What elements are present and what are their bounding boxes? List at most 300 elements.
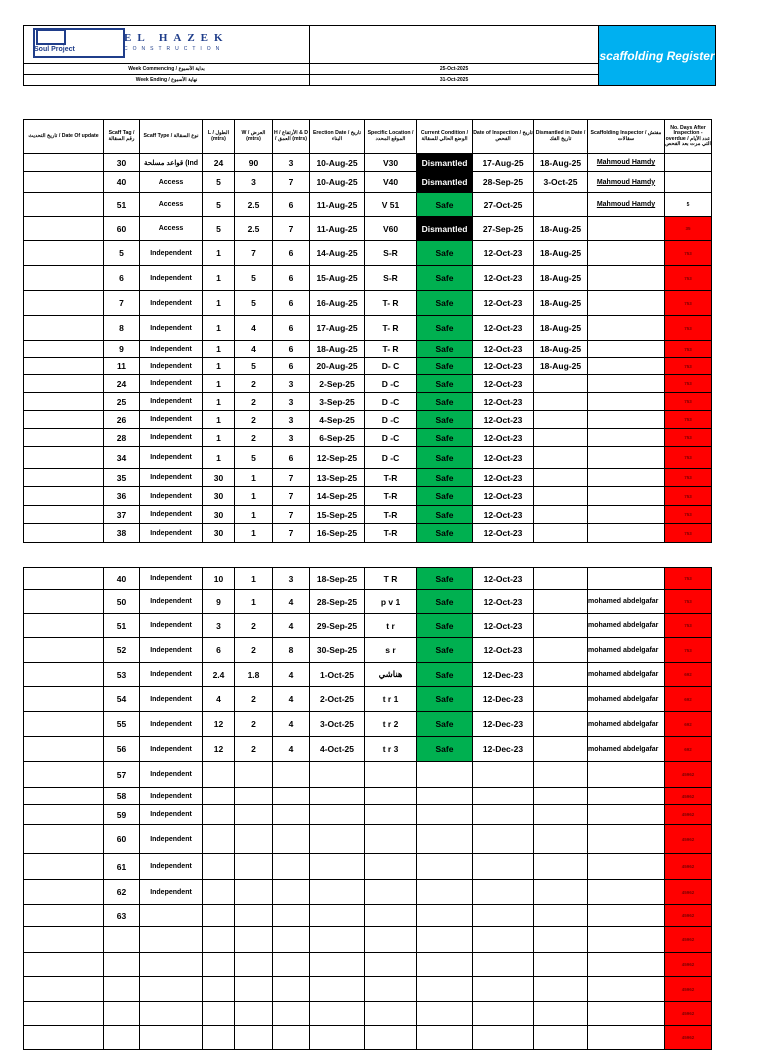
cell-w[interactable]: 2.5 [235,193,273,217]
cell-insp[interactable]: 12-Oct-23 [473,638,534,663]
cell-tag[interactable] [104,927,140,953]
cell-date[interactable] [24,266,104,291]
cell-cond[interactable] [417,880,473,905]
table-row[interactable] [24,358,712,375]
cell-type[interactable] [140,1026,203,1050]
cell-dism[interactable] [534,712,588,737]
cell-type[interactable]: Independent [140,663,203,687]
cell-l[interactable]: 1 [203,375,235,393]
cell-date[interactable] [24,614,104,638]
cell-loc[interactable] [365,927,417,953]
cell-h[interactable]: 3 [273,154,310,172]
cell-dism[interactable] [534,880,588,905]
table-row[interactable] [24,590,712,614]
cell-type[interactable]: Independent [140,241,203,266]
cell-type[interactable]: Independent [140,788,203,805]
cell-loc[interactable]: V30 [365,154,417,172]
cell-loc[interactable]: S-R [365,266,417,291]
cell-l[interactable]: 4 [203,687,235,712]
table-row[interactable] [24,429,712,447]
cell-w[interactable]: 2.5 [235,217,273,241]
cell-h[interactable] [273,977,310,1002]
cell-tag[interactable]: 54 [104,687,140,712]
cell-h[interactable]: 4 [273,737,310,762]
cell-w[interactable]: 1 [235,568,273,590]
cell-insp[interactable] [473,880,534,905]
cell-date[interactable] [24,524,104,543]
cell-h[interactable] [273,905,310,927]
cell-loc[interactable]: T-R [365,487,417,506]
cell-loc[interactable]: D -C [365,375,417,393]
cell-days[interactable]: 45962 [665,927,712,953]
cell-erect[interactable]: 14-Aug-25 [310,241,365,266]
cell-erect[interactable]: 4-Sep-25 [310,411,365,429]
cell-days[interactable]: 753 [665,411,712,429]
cell-insp[interactable] [473,825,534,854]
cell-l[interactable]: 1 [203,393,235,411]
cell-type[interactable]: Independent [140,737,203,762]
cell-insp[interactable] [473,805,534,825]
cell-l[interactable]: 5 [203,217,235,241]
cell-cond[interactable]: Safe [417,590,473,614]
cell-erect[interactable] [310,953,365,977]
cell-days[interactable]: 753 [665,506,712,524]
cell-cond[interactable]: Safe [417,506,473,524]
cell-date[interactable] [24,411,104,429]
cell-dism[interactable] [534,788,588,805]
cell-dism[interactable] [534,663,588,687]
cell-l[interactable]: 30 [203,524,235,543]
cell-w[interactable] [235,788,273,805]
cell-dism[interactable] [534,762,588,788]
cell-w[interactable] [235,825,273,854]
cell-l[interactable]: 1 [203,316,235,341]
cell-w[interactable]: 2 [235,429,273,447]
cell-l[interactable] [203,905,235,927]
cell-erect[interactable] [310,825,365,854]
cell-erect[interactable]: 12-Sep-25 [310,447,365,469]
cell-l[interactable]: 1 [203,341,235,358]
cell-tag[interactable]: 62 [104,880,140,905]
cell-inspector[interactable]: mohamed abdelgafar [588,663,665,687]
cell-days[interactable]: 45962 [665,880,712,905]
cell-w[interactable]: 1 [235,469,273,487]
cell-type[interactable]: قواعد مسلحة (Ind [140,154,203,172]
cell-inspector[interactable] [588,927,665,953]
cell-inspector[interactable] [588,506,665,524]
cell-date[interactable] [24,154,104,172]
cell-loc[interactable]: T- R [365,341,417,358]
cell-tag[interactable]: 25 [104,393,140,411]
cell-cond[interactable] [417,905,473,927]
table-row[interactable] [24,762,712,788]
cell-insp[interactable]: 17-Aug-25 [473,154,534,172]
cell-date[interactable] [24,712,104,737]
cell-insp[interactable]: 12-Oct-23 [473,447,534,469]
cell-w[interactable] [235,805,273,825]
cell-days[interactable]: 45962 [665,825,712,854]
cell-inspector[interactable] [588,393,665,411]
cell-tag[interactable]: 55 [104,712,140,737]
cell-erect[interactable]: 30-Sep-25 [310,638,365,663]
cell-erect[interactable] [310,854,365,880]
cell-inspector[interactable] [588,953,665,977]
cell-inspector[interactable] [588,217,665,241]
cell-days[interactable]: 692 [665,737,712,762]
cell-tag[interactable]: 28 [104,429,140,447]
cell-date[interactable] [24,825,104,854]
cell-cond[interactable]: Safe [417,737,473,762]
cell-date[interactable] [24,291,104,316]
cell-days[interactable]: 35 [665,217,712,241]
cell-type[interactable]: Independent [140,805,203,825]
cell-inspector[interactable] [588,411,665,429]
cell-insp[interactable]: 12-Oct-23 [473,316,534,341]
table-row[interactable] [24,341,712,358]
cell-loc[interactable]: D- C [365,358,417,375]
cell-w[interactable] [235,977,273,1002]
cell-w[interactable]: 90 [235,154,273,172]
cell-insp[interactable] [473,977,534,1002]
cell-loc[interactable]: T- R [365,316,417,341]
table-row[interactable] [24,193,712,217]
cell-h[interactable]: 7 [273,506,310,524]
table-row[interactable] [24,977,712,1002]
cell-cond[interactable]: Safe [417,341,473,358]
cell-type[interactable]: Independent [140,447,203,469]
cell-l[interactable]: 1 [203,429,235,447]
cell-tag[interactable]: 38 [104,524,140,543]
cell-insp[interactable]: 12-Oct-23 [473,241,534,266]
cell-erect[interactable] [310,762,365,788]
cell-h[interactable]: 4 [273,712,310,737]
table-row[interactable] [24,524,712,543]
cell-erect[interactable]: 13-Sep-25 [310,469,365,487]
cell-date[interactable] [24,953,104,977]
cell-erect[interactable]: 2-Oct-25 [310,687,365,712]
cell-tag[interactable]: 50 [104,590,140,614]
cell-w[interactable] [235,905,273,927]
cell-dism[interactable] [534,687,588,712]
cell-dism[interactable] [534,411,588,429]
cell-cond[interactable]: Safe [417,687,473,712]
cell-days[interactable]: 753 [665,358,712,375]
cell-date[interactable] [24,762,104,788]
cell-l[interactable]: 6 [203,638,235,663]
cell-erect[interactable]: 10-Aug-25 [310,154,365,172]
cell-w[interactable]: 4 [235,316,273,341]
cell-loc[interactable] [365,805,417,825]
cell-date[interactable] [24,1026,104,1050]
cell-type[interactable]: Independent [140,429,203,447]
cell-l[interactable]: 5 [203,172,235,193]
cell-date[interactable] [24,316,104,341]
cell-insp[interactable]: 12-Oct-23 [473,358,534,375]
table-row[interactable] [24,1026,712,1050]
cell-erect[interactable]: 29-Sep-25 [310,614,365,638]
cell-days[interactable]: 753 [665,241,712,266]
cell-cond[interactable]: Safe [417,393,473,411]
cell-w[interactable] [235,953,273,977]
cell-h[interactable]: 4 [273,663,310,687]
cell-dism[interactable] [534,590,588,614]
cell-h[interactable]: 6 [273,266,310,291]
cell-dism[interactable] [534,447,588,469]
cell-w[interactable]: 2 [235,737,273,762]
cell-inspector[interactable]: mohamed abdelgafar [588,638,665,663]
cell-loc[interactable]: p v 1 [365,590,417,614]
cell-type[interactable] [140,1002,203,1026]
cell-w[interactable]: 7 [235,241,273,266]
cell-insp[interactable] [473,905,534,927]
cell-cond[interactable]: Safe [417,358,473,375]
cell-l[interactable]: 12 [203,712,235,737]
cell-type[interactable] [140,927,203,953]
cell-cond[interactable]: Safe [417,447,473,469]
cell-type[interactable]: Independent [140,568,203,590]
cell-tag[interactable]: 63 [104,905,140,927]
cell-inspector[interactable] [588,854,665,880]
cell-days[interactable] [665,154,712,172]
cell-loc[interactable]: D -C [365,393,417,411]
cell-loc[interactable] [365,762,417,788]
cell-h[interactable]: 7 [273,524,310,543]
cell-inspector[interactable] [588,429,665,447]
table-row[interactable] [24,375,712,393]
cell-insp[interactable]: 12-Oct-23 [473,487,534,506]
cell-dism[interactable] [534,638,588,663]
table-row[interactable] [24,638,712,663]
cell-tag[interactable] [104,977,140,1002]
cell-loc[interactable] [365,1026,417,1050]
table-row[interactable] [24,737,712,762]
cell-date[interactable] [24,568,104,590]
cell-h[interactable]: 3 [273,429,310,447]
cell-type[interactable]: Access [140,193,203,217]
cell-erect[interactable]: 28-Sep-25 [310,590,365,614]
table-row[interactable] [24,854,712,880]
cell-insp[interactable] [473,927,534,953]
cell-days[interactable]: 45962 [665,788,712,805]
cell-tag[interactable]: 34 [104,447,140,469]
table-row[interactable] [24,825,712,854]
cell-l[interactable] [203,953,235,977]
cell-erect[interactable]: 15-Aug-25 [310,266,365,291]
cell-dism[interactable] [534,737,588,762]
cell-dism[interactable] [534,905,588,927]
cell-type[interactable] [140,977,203,1002]
cell-h[interactable]: 3 [273,393,310,411]
cell-insp[interactable]: 12-Oct-23 [473,393,534,411]
cell-erect[interactable]: 11-Aug-25 [310,193,365,217]
cell-erect[interactable] [310,805,365,825]
cell-l[interactable]: 2.4 [203,663,235,687]
cell-date[interactable] [24,880,104,905]
cell-w[interactable]: 2 [235,393,273,411]
cell-date[interactable] [24,663,104,687]
cell-h[interactable]: 4 [273,614,310,638]
cell-loc[interactable] [365,880,417,905]
cell-dism[interactable]: 18-Aug-25 [534,316,588,341]
cell-l[interactable]: 12 [203,737,235,762]
cell-type[interactable]: Independent [140,375,203,393]
cell-days[interactable]: 753 [665,524,712,543]
cell-w[interactable] [235,1026,273,1050]
cell-tag[interactable] [104,953,140,977]
cell-w[interactable]: 5 [235,291,273,316]
cell-l[interactable]: 24 [203,154,235,172]
cell-h[interactable]: 7 [273,487,310,506]
cell-type[interactable]: Access [140,217,203,241]
cell-inspector[interactable] [588,788,665,805]
cell-erect[interactable]: 16-Aug-25 [310,291,365,316]
cell-w[interactable]: 2 [235,614,273,638]
cell-h[interactable] [273,1002,310,1026]
cell-w[interactable]: 5 [235,266,273,291]
cell-date[interactable] [24,638,104,663]
cell-dism[interactable]: 18-Aug-25 [534,358,588,375]
cell-w[interactable] [235,1002,273,1026]
table-row[interactable] [24,880,712,905]
cell-erect[interactable]: 2-Sep-25 [310,375,365,393]
cell-insp[interactable]: 12-Oct-23 [473,614,534,638]
cell-inspector[interactable]: mohamed abdelgafar [588,614,665,638]
cell-dism[interactable] [534,1002,588,1026]
cell-l[interactable]: 30 [203,506,235,524]
cell-dism[interactable] [534,375,588,393]
cell-l[interactable]: 10 [203,568,235,590]
cell-cond[interactable] [417,953,473,977]
cell-inspector[interactable] [588,805,665,825]
cell-erect[interactable] [310,1002,365,1026]
cell-cond[interactable]: Safe [417,638,473,663]
cell-erect[interactable]: 6-Sep-25 [310,429,365,447]
cell-h[interactable] [273,1026,310,1050]
cell-inspector[interactable] [588,977,665,1002]
cell-h[interactable]: 4 [273,687,310,712]
cell-type[interactable]: Independent [140,880,203,905]
cell-dism[interactable] [534,953,588,977]
cell-type[interactable]: Independent [140,854,203,880]
table-row[interactable] [24,927,712,953]
cell-h[interactable] [273,825,310,854]
cell-cond[interactable] [417,825,473,854]
cell-days[interactable]: 45962 [665,762,712,788]
cell-date[interactable] [24,1002,104,1026]
cell-tag[interactable] [104,1002,140,1026]
cell-date[interactable] [24,905,104,927]
cell-loc[interactable] [365,788,417,805]
cell-l[interactable] [203,1026,235,1050]
cell-tag[interactable]: 59 [104,805,140,825]
cell-dism[interactable] [534,506,588,524]
cell-erect[interactable]: 14-Sep-25 [310,487,365,506]
cell-cond[interactable] [417,977,473,1002]
cell-date[interactable] [24,927,104,953]
cell-date[interactable] [24,506,104,524]
cell-cond[interactable]: Safe [417,291,473,316]
cell-erect[interactable] [310,977,365,1002]
table-row[interactable] [24,506,712,524]
cell-inspector[interactable] [588,524,665,543]
cell-loc[interactable]: S-R [365,241,417,266]
cell-loc[interactable] [365,854,417,880]
cell-erect[interactable] [310,880,365,905]
cell-tag[interactable]: 58 [104,788,140,805]
table-row[interactable] [24,172,712,193]
cell-loc[interactable]: t r [365,614,417,638]
table-row[interactable] [24,316,712,341]
cell-date[interactable] [24,590,104,614]
cell-insp[interactable]: 27-Oct-25 [473,193,534,217]
table-row[interactable] [24,905,712,927]
cell-date[interactable] [24,375,104,393]
cell-days[interactable]: 45962 [665,905,712,927]
cell-tag[interactable]: 6 [104,266,140,291]
cell-h[interactable] [273,788,310,805]
cell-inspector[interactable] [588,266,665,291]
cell-h[interactable]: 6 [273,316,310,341]
cell-loc[interactable]: V40 [365,172,417,193]
cell-w[interactable]: 1 [235,524,273,543]
cell-insp[interactable]: 12-Oct-23 [473,429,534,447]
cell-days[interactable]: 753 [665,291,712,316]
cell-date[interactable] [24,469,104,487]
cell-l[interactable]: 1 [203,241,235,266]
cell-tag[interactable]: 53 [104,663,140,687]
cell-days[interactable]: 692 [665,712,712,737]
table-row[interactable] [24,1002,712,1026]
cell-insp[interactable]: 12-Oct-23 [473,375,534,393]
cell-l[interactable]: 1 [203,411,235,429]
cell-cond[interactable]: Safe [417,316,473,341]
cell-tag[interactable] [104,1026,140,1050]
cell-l[interactable]: 30 [203,487,235,506]
cell-inspector[interactable]: mohamed abdelgafar [588,712,665,737]
cell-cond[interactable]: Safe [417,375,473,393]
cell-dism[interactable] [534,977,588,1002]
cell-dism[interactable]: 18-Aug-25 [534,266,588,291]
cell-date[interactable] [24,737,104,762]
cell-dism[interactable]: 18-Aug-25 [534,241,588,266]
cell-insp[interactable]: 12-Oct-23 [473,341,534,358]
table-row[interactable] [24,266,712,291]
cell-tag[interactable]: 52 [104,638,140,663]
cell-cond[interactable] [417,805,473,825]
cell-dism[interactable]: 18-Aug-25 [534,217,588,241]
cell-insp[interactable] [473,788,534,805]
cell-insp[interactable]: 12-Oct-23 [473,524,534,543]
cell-cond[interactable]: Safe [417,193,473,217]
cell-loc[interactable] [365,1002,417,1026]
cell-inspector[interactable]: mohamed abdelgafar [588,590,665,614]
cell-h[interactable]: 3 [273,375,310,393]
cell-h[interactable]: 7 [273,172,310,193]
cell-insp[interactable]: 12-Oct-23 [473,411,534,429]
cell-dism[interactable]: 18-Aug-25 [534,341,588,358]
cell-date[interactable] [24,358,104,375]
cell-w[interactable]: 2 [235,375,273,393]
cell-tag[interactable]: 36 [104,487,140,506]
cell-tag[interactable]: 24 [104,375,140,393]
cell-erect[interactable]: 3-Oct-25 [310,712,365,737]
cell-inspector[interactable] [588,469,665,487]
cell-tag[interactable]: 40 [104,568,140,590]
cell-tag[interactable]: 5 [104,241,140,266]
cell-loc[interactable]: V60 [365,217,417,241]
cell-insp[interactable]: 12-Dec-23 [473,737,534,762]
cell-h[interactable] [273,953,310,977]
